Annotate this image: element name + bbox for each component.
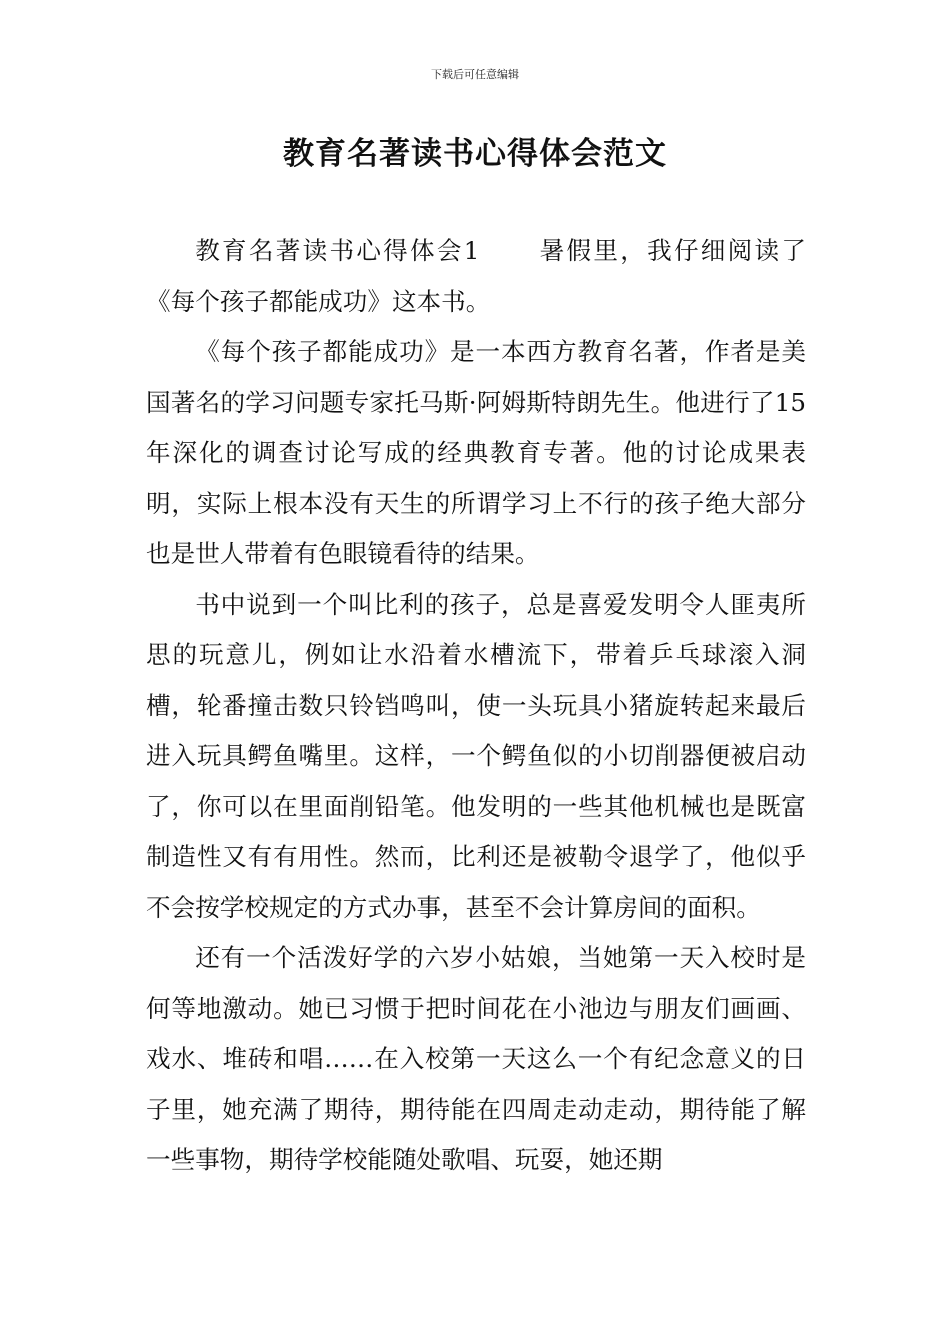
paragraph-3: 书中说到一个叫比利的孩子，总是喜爱发明令人匪夷所思的玩意儿，例如让水沿着水槽流下，带着乒乓球滚入洞槽，轮番撞击数只铃铛鸣叫，使一头玩具小猪旋转起来最后进入玩具鳄鱼嘴里。这样，一个鳄鱼似的小切削器便被启动了，你可以在里面削铅笔。他发明的一些其他机械也是既富制造性又有有用性。然而，比利还是被勒令退学了，他似乎不会按学校规定的方式办事，甚至不会计算房间的面积。 [146,589,806,922]
paragraph-1 [146,226,806,327]
document-title: 教育名著读书心得体会范文 [283,136,667,172]
section-heading: 教育名著读书心得体会1 [195,236,480,265]
paragraph-4: 还有一个活泼好学的六岁小姑娘，当她第一天入校时是何等地激动。她已习惯于把时间花在小池边与朋友们画画、戏水、堆砖和唱……在入校第一天这么一个有纪念意义的日子里，她充满了期待，期待能在四周走动走动，期待能了解一些事物，期待学校能随处歌唱、玩耍，她还期 [146,943,806,1174]
paragraph-2: 《每个孩子都能成功》是一本西方教育名著，作者是美国著名的学习问题专家托马斯·阿姆斯特朗先生。他进行了15年深化的调查讨论写成的经典教育专著。他的讨论成果表明，实际上根本没有天生的所谓学习上不行的孩子绝大部分也是世人带着有色眼镜看待的结果。 [146,337,806,568]
header-note: 下载后可任意编辑 [431,68,519,81]
paragraph-1-text: 暑假里，我仔细阅读了《每个孩子都能成功》这本书。 [146,236,806,316]
document-body [146,226,806,1186]
